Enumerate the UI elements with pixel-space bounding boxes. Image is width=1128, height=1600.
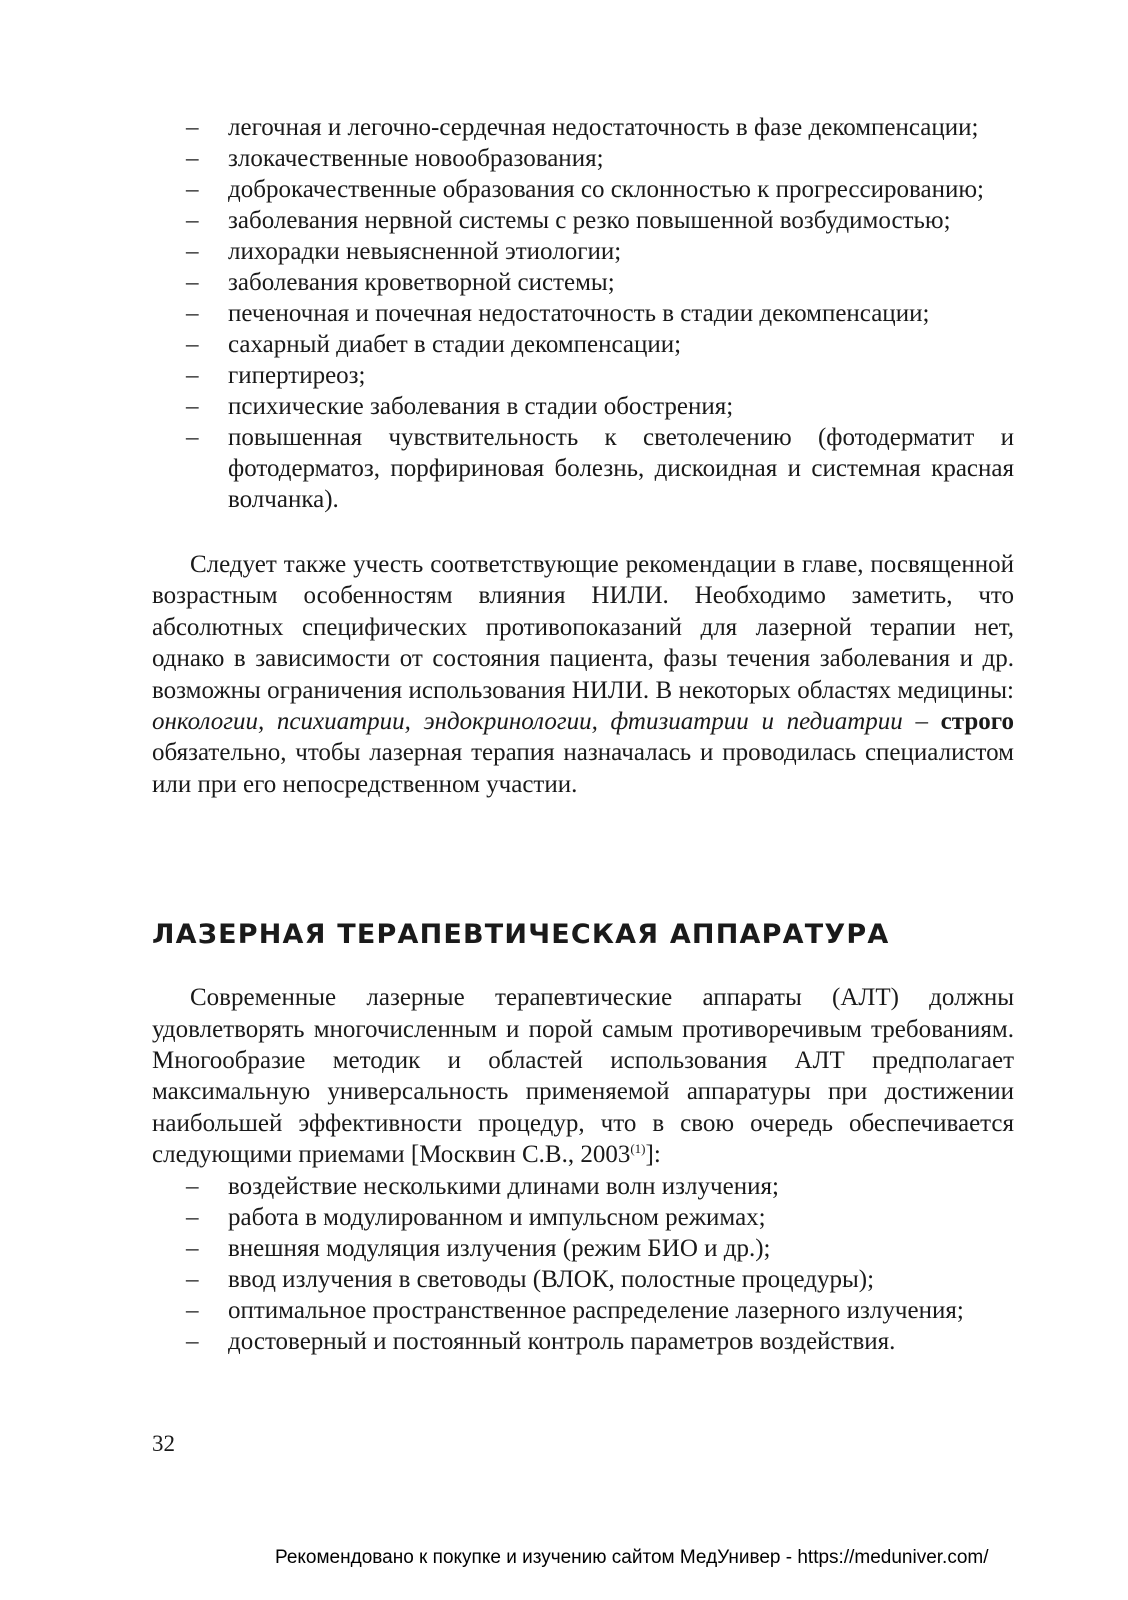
list-item-text: внешняя модуляция излучения (режим БИО и др.);	[228, 1234, 771, 1262]
list-marker: –	[186, 1265, 199, 1293]
paragraph-equipment	[152, 982, 1014, 1170]
paragraph-dash: –	[902, 708, 941, 736]
list-item	[152, 1264, 1014, 1295]
list-item	[152, 298, 1014, 329]
list-marker: –	[186, 1234, 199, 1262]
list-marker: –	[186, 114, 199, 141]
list-item-text: лихорадки невыясненной этиологии;	[228, 238, 622, 265]
list-marker: –	[186, 1203, 199, 1231]
list-marker: –	[186, 1327, 199, 1355]
list-item-text: повышенная чувствительность к светолечению (фотодерматит и фотодерматоз, порфириновая болезнь, дискоидная и системная красная волчанка).	[228, 424, 1014, 513]
list-marker: –	[186, 424, 199, 451]
paragraph-italic-fields: онкологии, психиатрии, эндокринологии, фтизиатрии и педиатрии	[152, 708, 903, 736]
list-marker: –	[186, 176, 199, 203]
paragraph-text-end: обязательно, чтобы лазерная терапия назначалась и проводилась специалистом или при его непосредственном участии.	[152, 739, 1014, 798]
list-item	[152, 236, 1014, 267]
list-item-text: достоверный и постоянный контроль параметров воздействия.	[228, 1327, 896, 1355]
paragraph-text-end: ]:	[645, 1141, 661, 1169]
list-item-text: работа в модулированном и импульсном режимах;	[228, 1203, 766, 1231]
list-item	[152, 174, 1014, 205]
list-marker: –	[186, 300, 199, 327]
list-item	[152, 1171, 1014, 1202]
list-item-text: сахарный диабет в стадии декомпенсации;	[228, 331, 682, 358]
list-item	[152, 391, 1014, 422]
list-marker: –	[186, 269, 199, 296]
list-item-text: гипертиреоз;	[228, 362, 366, 389]
list-item	[152, 1202, 1014, 1233]
contraindications-list	[152, 112, 1014, 515]
paragraph-recommendations	[152, 549, 1014, 800]
list-item	[152, 329, 1014, 360]
list-marker: –	[186, 145, 199, 172]
list-item-text: печеночная и почечная недостаточность в стадии декомпенсации;	[228, 300, 930, 327]
page-content	[152, 112, 1014, 1357]
list-item-text: воздействие несколькими длинами волн излучения;	[228, 1172, 779, 1200]
list-item-text: заболевания кроветворной системы;	[228, 269, 615, 296]
list-marker: –	[186, 1296, 199, 1324]
list-item	[152, 267, 1014, 298]
list-item-text: ввод излучения в световоды (ВЛОК, полостные процедуры);	[228, 1265, 875, 1293]
list-item-text: психические заболевания в стадии обострения;	[228, 393, 734, 420]
paragraph-bold-word: строго	[940, 708, 1014, 736]
methods-list	[152, 1171, 1014, 1357]
citation-superscript: (1)	[630, 1141, 646, 1157]
list-item-text: легочная и легочно-сердечная недостаточность в фазе декомпенсации;	[228, 114, 979, 141]
list-item	[152, 205, 1014, 236]
list-item-text: доброкачественные образования со склонностью к прогрессированию;	[228, 176, 984, 203]
list-marker: –	[186, 331, 199, 358]
list-item	[152, 1326, 1014, 1357]
page-number: 32	[152, 1431, 175, 1456]
list-item	[152, 112, 1014, 143]
paragraph-text: Следует также учесть соответствующие рекомендации в главе, посвященной возрастным особенностям влияния НИЛИ. Необходимо заметить, что абсолютных специфических противопоказаний для лазерной терапии нет, однако в зависимости от состояния пациента, фазы течения заболевания и др. возможны ограничения использования НИЛИ. В некоторых областях медицины:	[152, 551, 1014, 704]
list-marker: –	[186, 1172, 199, 1200]
list-item-text: злокачественные новообразования;	[228, 145, 604, 172]
list-item-text: оптимальное пространственное распределение лазерного излучения;	[228, 1296, 964, 1324]
list-marker: –	[186, 238, 199, 265]
list-item	[152, 1295, 1014, 1326]
list-marker: –	[186, 207, 199, 234]
section-heading: ЛАЗЕРНАЯ ТЕРАПЕВТИЧЕСКАЯ АППАРАТУРА	[152, 919, 890, 951]
list-marker: –	[186, 393, 199, 420]
list-item	[152, 422, 1014, 515]
footer-text: Рекомендовано к покупке и изучению сайтом МедУнивер - https://meduniver.com/	[275, 1547, 989, 1568]
list-item	[152, 143, 1014, 174]
list-item	[152, 360, 1014, 391]
list-marker: –	[186, 362, 199, 389]
paragraph-text: Современные лазерные терапевтические аппараты (АЛТ) должны удовлетворять многочисленным и порой самым противоречивым требованиям. Многообразие методик и областей использования АЛТ предполагает максимальную универсальность применяемой аппаратуры при достижении наибольшей эффективности процедур, что в свою очередь обеспечивается следующими приемами [Москвин С.В., 2003	[152, 984, 1014, 1169]
list-item	[152, 1233, 1014, 1264]
list-item-text: заболевания нервной системы с резко повышенной возбудимостью;	[228, 207, 951, 234]
